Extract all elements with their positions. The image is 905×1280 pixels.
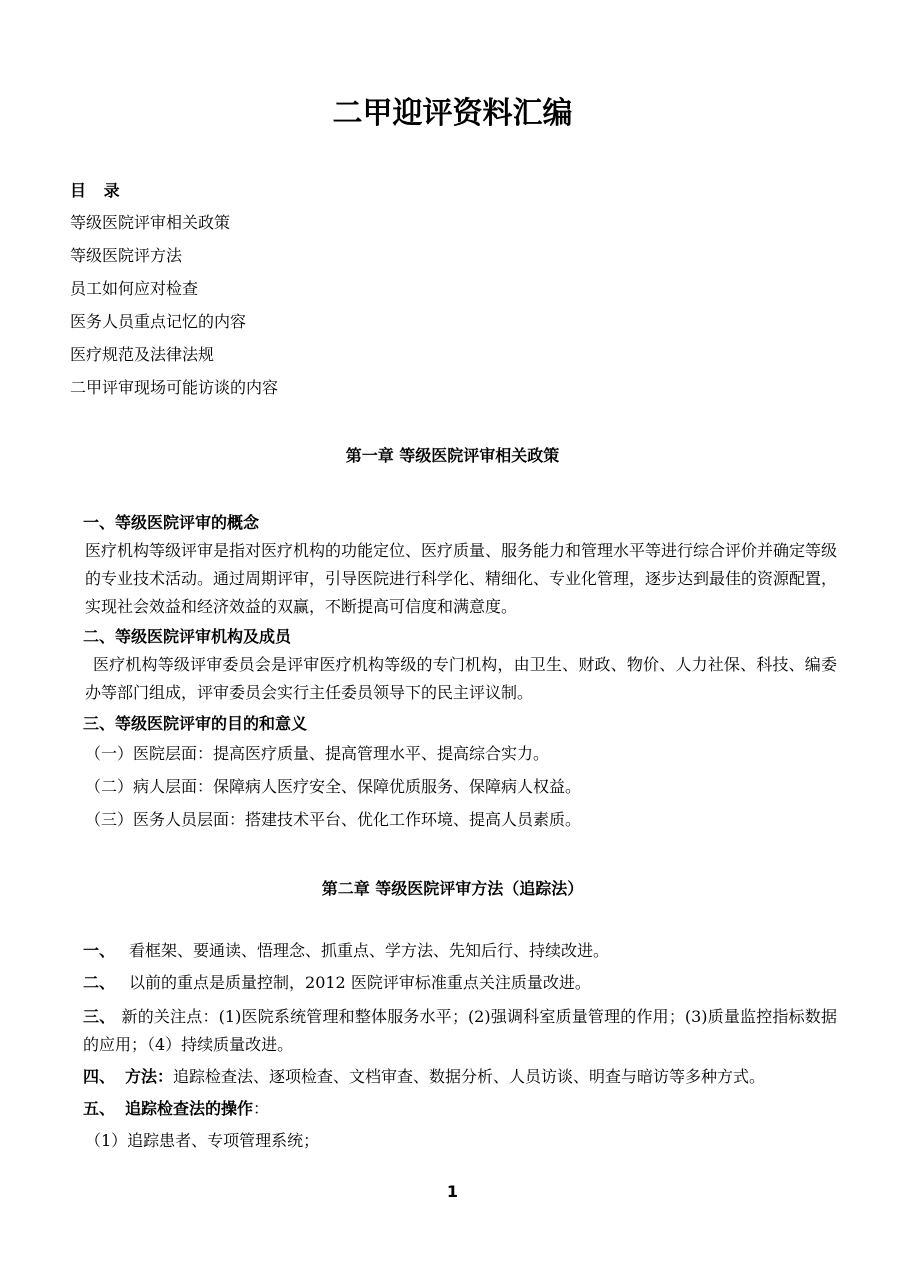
list-item: （一）医院层面：提高医疗质量、提高管理水平、提高综合实力。: [85, 744, 550, 763]
toc-item: 等级医院评审相关政策: [70, 213, 231, 232]
list-item: [83, 1066, 765, 1088]
list-item: [83, 1098, 269, 1120]
list-item: （三）医务人员层面：搭建技术平台、优化工作环境、提高人员素质。: [85, 810, 582, 829]
list-item: [83, 940, 609, 962]
section-heading: 二、等级医院评审机构及成员: [83, 627, 292, 646]
toc-heading: 目 录: [70, 181, 126, 200]
toc-item: 二甲评审现场可能访谈的内容: [70, 378, 279, 397]
list-item: [83, 972, 591, 994]
item-number: 二、: [83, 973, 116, 992]
toc-item: 等级医院评方法: [70, 246, 183, 265]
item-text: 看框架、要通读、悟理念、抓重点、学方法、先知后行、持续改进。: [129, 941, 610, 960]
list-item: （二）病人层面：保障病人医疗安全、保障优质服务、保障病人权益。: [85, 777, 582, 796]
section-heading: 三、等级医院评审的目的和意义: [83, 714, 308, 733]
item-text: ：: [253, 1099, 270, 1118]
section-paragraph: 医疗机构等级评审委员会是评审医疗机构等级的专门机构，由卫生、财政、物价、人力社保、科技、编委办等部门组成，评审委员会实行主任委员领导下的民主评议制。: [85, 655, 837, 702]
item-number: 三、: [83, 1007, 116, 1026]
document-title: 二甲迎评资料汇编: [332, 96, 573, 131]
item-number: 四、: [83, 1067, 116, 1086]
item-label: 方法：: [125, 1067, 174, 1086]
item-label: 追踪检查法的操作: [125, 1099, 254, 1118]
toc-item: 员工如何应对检查: [70, 279, 199, 298]
item-text: 以前的重点是质量控制，2012 医院评审标准重点关注质量改进。: [129, 973, 591, 992]
item-text: 新的关注点：(1)医院系统管理和整体服务水平；(2)强调科室质量管理的作用；(3)质量监控指标数据的应用；（4）持续质量改进。: [83, 1007, 837, 1054]
item-number: 一、: [83, 941, 116, 960]
list-item: [83, 1003, 837, 1059]
toc-item: 医疗规范及法律法规: [70, 345, 215, 364]
chapter-1-title: 第一章 等级医院评审相关政策: [345, 446, 560, 465]
item-number: 五、: [83, 1099, 116, 1118]
list-item: （1）追踪患者、专项管理系统；: [85, 1131, 320, 1150]
section-paragraph: 医疗机构等级评审是指对医疗机构的功能定位、医疗质量、服务能力和管理水平等进行综合评价并确定等级的专业技术活动。通过周期评审，引导医院进行科学化、精细化、专业化管理，逐步达到最佳的资源配置，实现社会效益和经济效益的双赢，不断提高可信度和满意度。: [85, 541, 838, 616]
page-number: 1: [446, 1182, 459, 1201]
chapter-2-title: 第二章 等级医院评审方法（追踪法）: [321, 879, 584, 898]
item-text: 追踪检查法、逐项检查、文档审查、数据分析、人员访谈、明查与暗访等多种方式。: [173, 1067, 766, 1086]
section-heading: 一、等级医院评审的概念: [83, 513, 260, 532]
toc-item: 医务人员重点记忆的内容: [70, 312, 247, 331]
